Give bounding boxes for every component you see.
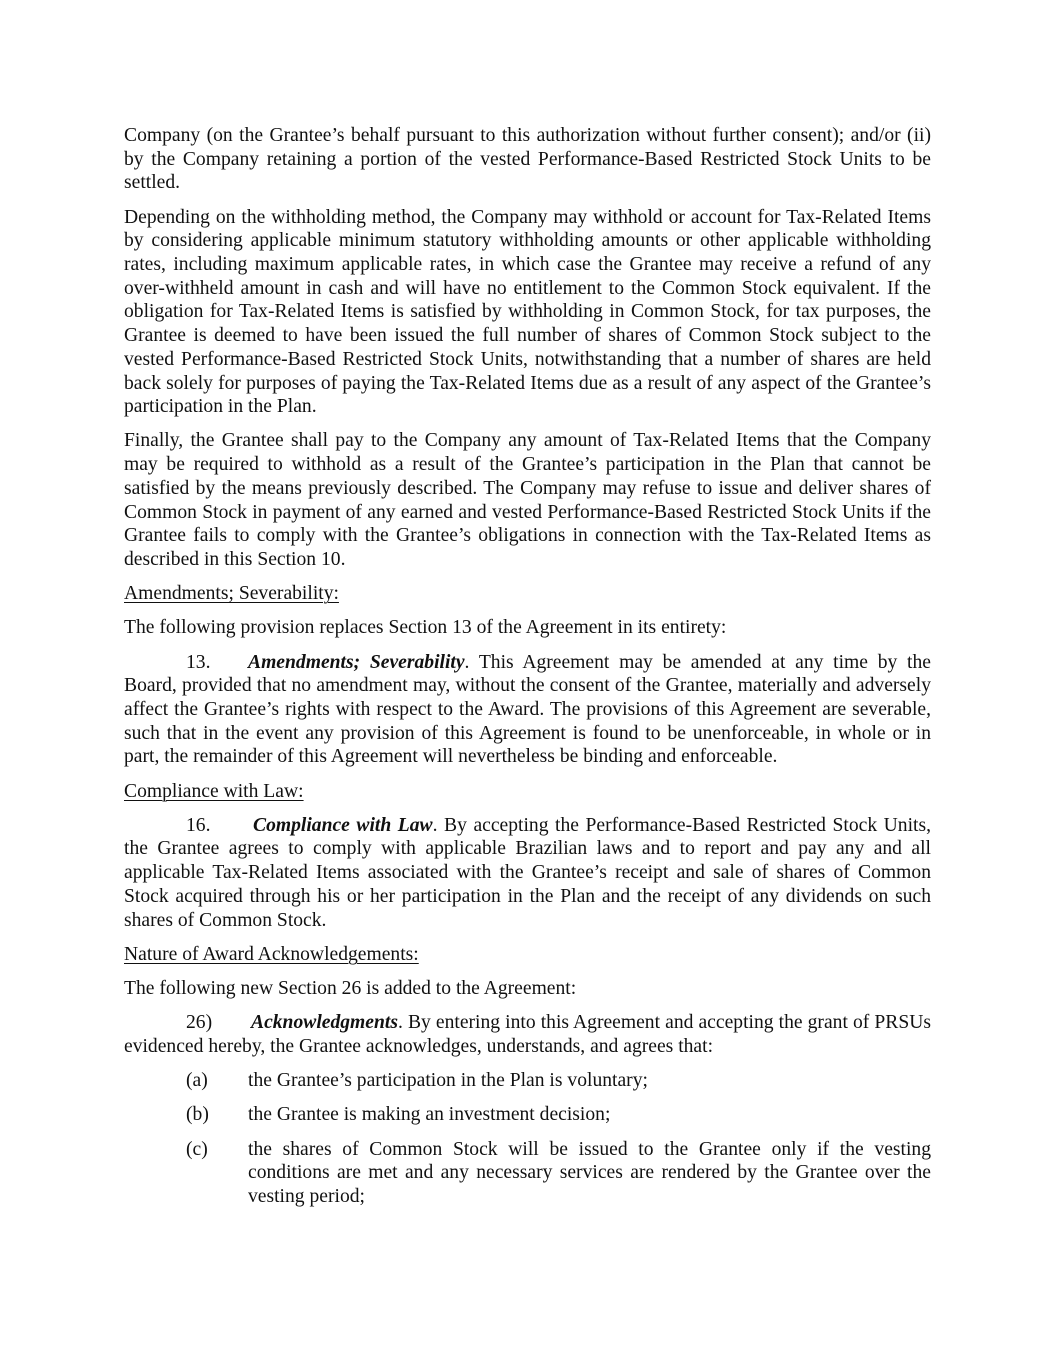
list-item-text: the Grantee is making an investment decision;: [248, 1104, 611, 1126]
heading-compliance: Compliance with Law:: [124, 780, 304, 802]
section-26-title: Acknowledgments: [251, 1012, 398, 1034]
section-26-paragraph: [124, 1011, 931, 1058]
nature-intro: The following new Section 26 is added to the Agreement:: [124, 978, 577, 999]
section-13-paragraph: [124, 651, 931, 770]
list-item-text: the Grantee’s participation in the Plan is voluntary;: [248, 1070, 648, 1092]
section-16-number: 16.: [186, 814, 211, 836]
list-item: [124, 1103, 931, 1127]
section-16-paragraph: [124, 814, 931, 933]
list-item-marker: (b): [186, 1104, 209, 1126]
amendments-intro: The following provision replaces Section 13 of the Agreement in its entirety:: [124, 617, 727, 639]
paragraph-grantee-payment: Finally, the Grantee shall pay to the Company any amount of Tax-Related Items that the Company may be required to withhold as a result of the Grantee’s participation in the Plan that cannot be satisfied by the means previously described. The Company may refuse to issue and deliver shares of Common Stock in payment of any earned and vested Performance-Based Restricted Stock Units if the Grantee fails to comply with the Grantee’s obligations in connection with the Tax-Related Items as described in this Section 10.: [124, 430, 931, 570]
list-item: [124, 1069, 931, 1093]
section-13-number: 13.: [186, 651, 211, 673]
document-page: [124, 124, 931, 1219]
heading-amendments: Amendments; Severability:: [124, 583, 339, 605]
heading-nature-of-award: Nature of Award Acknowledgements:: [124, 943, 419, 965]
section-16-body: . By accepting the Performance-Based Restricted Stock Units, the Grantee agrees to comply with applicable Brazilian laws and to report and pay any and all applicable Tax-Related Items associated with the Grantee’s receipt and sale of shares of Common Stock acquired through his or her participation in the Plan and the receipt of any dividends on such shares of Common Stock.: [124, 814, 931, 931]
section-16-title: Compliance with Law: [253, 814, 433, 836]
list-item: [124, 1138, 931, 1209]
paragraph-withholding-continuation: Company (on the Grantee’s behalf pursuant to this authorization without further consent); and/or (ii) by the Company retaining a portion of the vested Performance-Based Restricted Stock Units to be settled.: [124, 125, 931, 194]
list-item-marker: (a): [186, 1070, 208, 1092]
section-13-body: . This Agreement may be amended at any time by the Board, provided that no amendment may, without the consent of the Grantee, materially and adversely affect the Grantee’s rights with respect to the Award. The provisions of this Agreement are severable, such that in the event any provision of this Agreement is found to be unenforceable, in whole or in part, the remainder of this Agreement will nevertheless be binding and enforceable.: [124, 651, 931, 768]
section-13-title: Amendments; Severability: [248, 651, 465, 673]
list-item-marker: (c): [186, 1138, 208, 1160]
section-26-body: . By entering into this Agreement and accepting the grant of PRSUs evidenced hereby, the Grantee acknowledges, understands, and agrees that:: [124, 1012, 931, 1057]
section-26-number: 26): [186, 1012, 213, 1034]
paragraph-withholding-method: Depending on the withholding method, the Company may withhold or account for Tax-Related Items by considering applicable minimum statutory withholding amounts or other applicable withholding rates, including maximum applicable rates, in which case the Grantee may receive a refund of any over-withheld amount in cash and will have no entitlement to the Common Stock equivalent. If the obligation for Tax-Related Items is satisfied by withholding in Common Stock, for tax purposes, the Grantee is deemed to have been issued the full number of shares of Common Stock subject to the vested Performance-Based Restricted Stock Units, notwithstanding that a number of shares are held back solely for purposes of paying the Tax-Related Items due as a result of any aspect of the Grantee’s participation in the Plan.: [124, 206, 931, 418]
list-item-text: the shares of Common Stock will be issued to the Grantee only if the vesting conditions are met and any necessary services are rendered by the Grantee over the vesting period;: [248, 1138, 931, 1207]
